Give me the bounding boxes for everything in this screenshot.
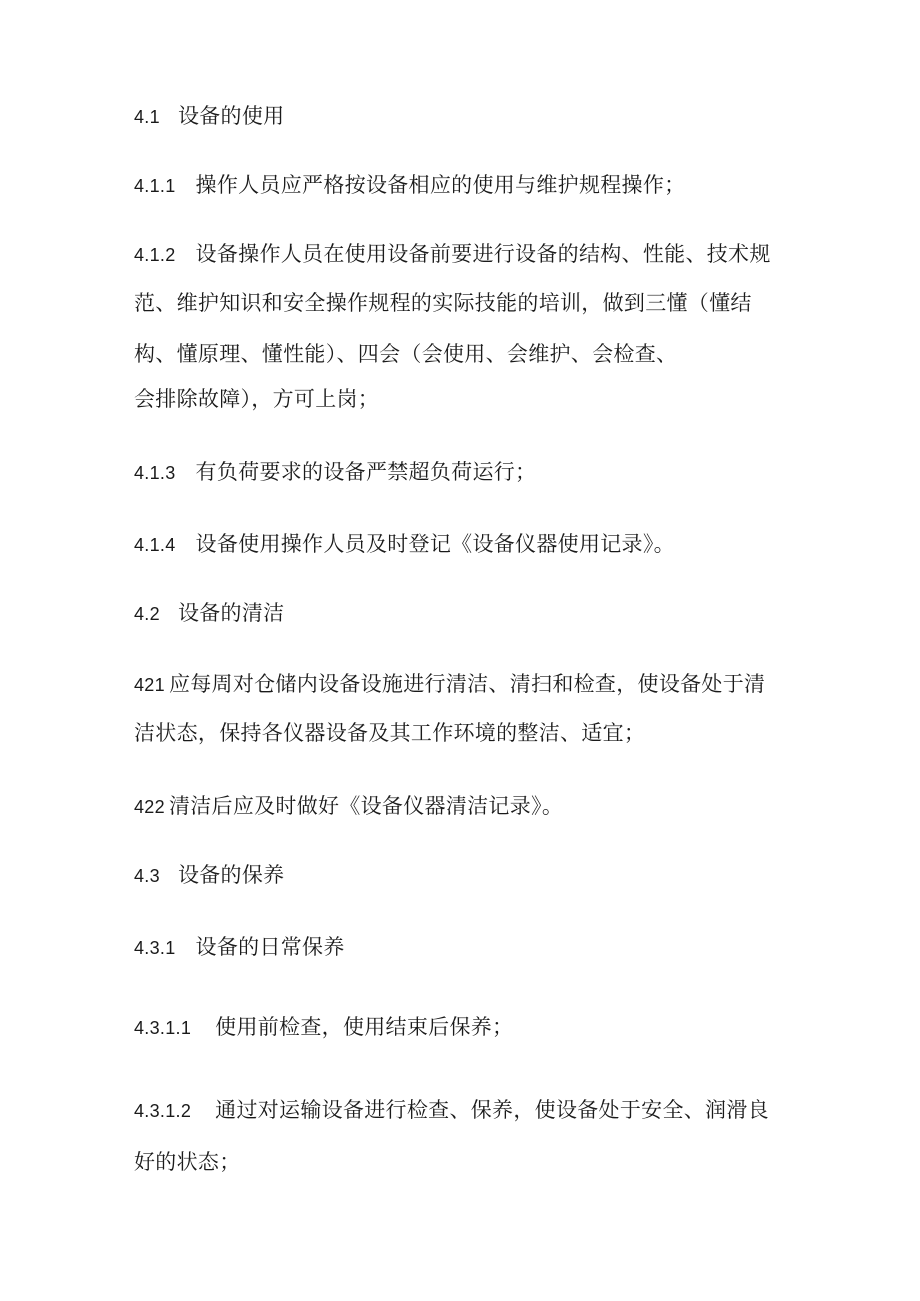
- section-number: 4.3.1.1: [134, 1018, 192, 1038]
- section-title: 设备的使用: [177, 104, 285, 128]
- paragraph-text: 清洁后应及时做好《设备仪器清洁记录》。: [168, 794, 564, 818]
- paragraph-4-1-2-line-2: [134, 289, 752, 317]
- paragraph-text: 设备操作人员在使用设备前要进行设备的结构、性能、技术规: [195, 242, 771, 266]
- paragraph-text: 通过对运输设备进行检查、保养，使设备处于安全、润滑良: [215, 1098, 769, 1122]
- paragraph-4-1-2-line-4: [134, 385, 379, 413]
- paragraph-4-1-4: [134, 530, 675, 559]
- paragraph-4-3-1-2-line-1: [134, 1096, 769, 1125]
- paragraph-422: [134, 792, 563, 821]
- section-number: 422: [134, 797, 165, 817]
- section-title: 设备的清洁: [177, 601, 285, 625]
- section-number: 4.3.1: [134, 938, 176, 958]
- section-number: 4.2: [134, 604, 160, 624]
- paragraph-text: 洁状态，保持各仪器设备及其工作环境的整洁、适宜；: [134, 721, 646, 745]
- paragraph-4-1-2-line-3: [134, 340, 677, 368]
- paragraph-text: 构、懂原理、懂性能）、四会（会使用、会维护、会检查、: [134, 342, 678, 366]
- heading-4-2: [134, 599, 284, 628]
- section-number: 4.3: [134, 866, 160, 886]
- section-number: 4.1.3: [134, 463, 176, 483]
- paragraph-4-3-1-2-line-2: [134, 1148, 241, 1176]
- paragraph-4-1-3: [134, 458, 536, 487]
- paragraph-421-line-1: [134, 670, 765, 699]
- paragraph-text: 使用前检查，使用结束后保养；: [215, 1015, 514, 1039]
- heading-4-1: [134, 102, 284, 131]
- paragraph-4-1-1: [134, 171, 685, 200]
- paragraph-text: 设备使用操作人员及时登记《设备仪器使用记录》。: [195, 532, 675, 556]
- paragraph-4-1-2-line-1: [134, 240, 771, 269]
- section-number: 4.1.4: [134, 535, 176, 555]
- section-number: 4.1.2: [134, 245, 176, 265]
- section-title: 设备的日常保养: [195, 935, 345, 959]
- section-number: 4.1.1: [134, 176, 176, 196]
- paragraph-text: 范、维护知识和安全操作规程的实际技能的培训，做到三懂（懂结: [134, 291, 752, 315]
- paragraph-4-3-1-1: [134, 1013, 513, 1042]
- paragraph-text: 好的状态；: [134, 1150, 241, 1174]
- heading-4-3: [134, 861, 284, 890]
- paragraph-text: 有负荷要求的设备严禁超负荷运行；: [195, 460, 537, 484]
- section-number: 421: [134, 675, 165, 695]
- heading-4-3-1: [134, 933, 345, 962]
- paragraph-421-line-2: [134, 719, 645, 747]
- paragraph-text: 会排除故障），方可上岗；: [134, 387, 380, 411]
- section-number: 4.3.1.2: [134, 1101, 192, 1121]
- paragraph-text: 应每周对仓储内设备设施进行清洁、清扫和检查，使设备处于清: [168, 672, 766, 696]
- paragraph-text: 操作人员应严格按设备相应的使用与维护规程操作；: [195, 173, 686, 197]
- section-number: 4.1: [134, 107, 160, 127]
- section-title: 设备的保养: [177, 863, 285, 887]
